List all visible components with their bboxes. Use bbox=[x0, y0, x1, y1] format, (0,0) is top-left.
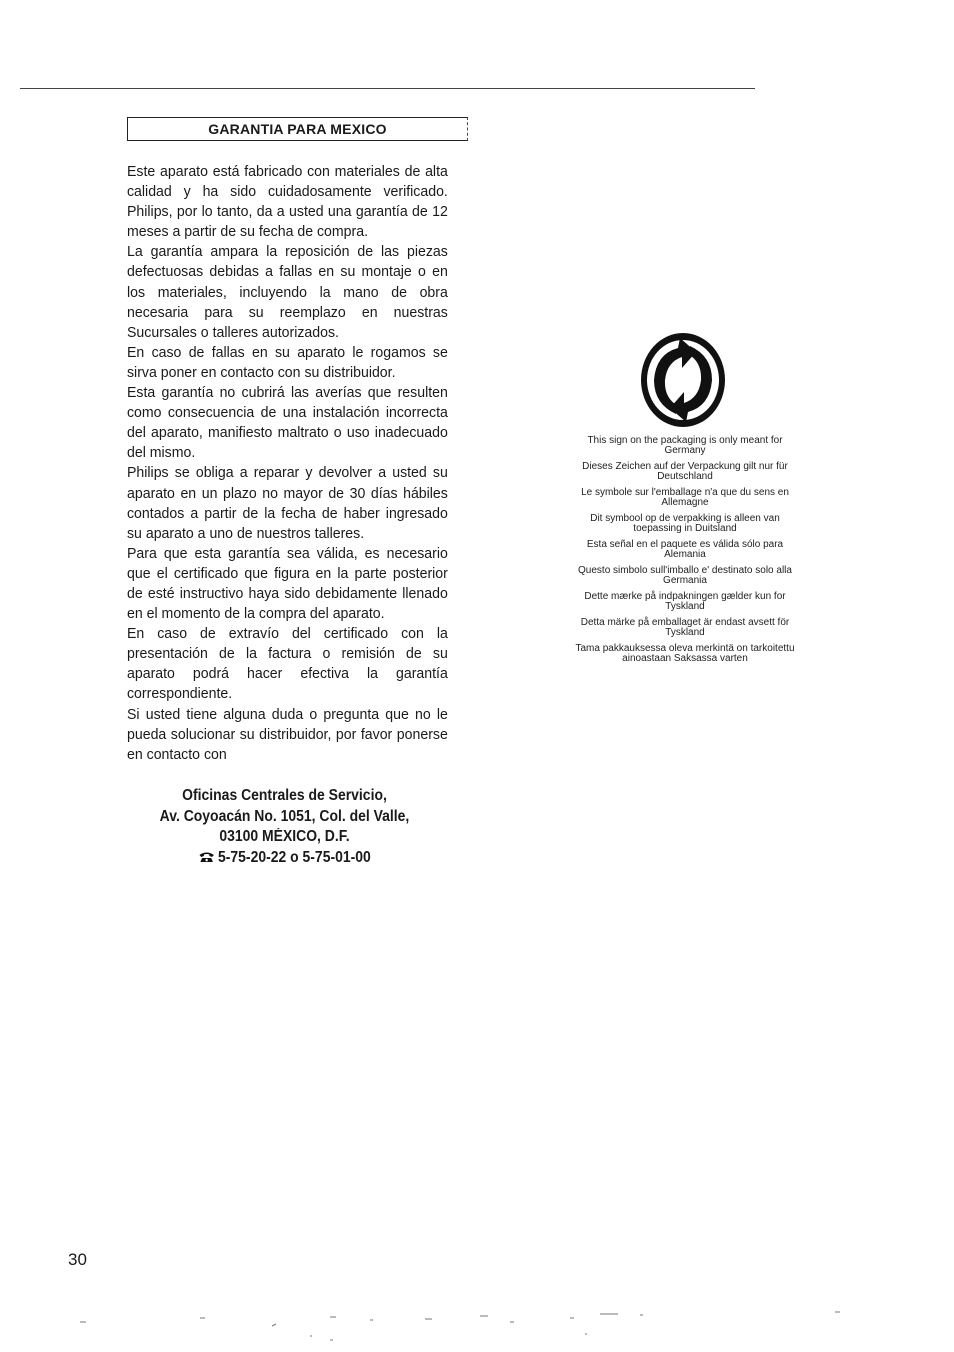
paragraph: Esta garantía no cubrirá las averías que resulten como consecuencia de una instalación incorrecta del aparato, manifiesto maltrato o uso inadecuado del mismo. bbox=[127, 384, 448, 462]
office-line: 03100 MÉXICO, D.F. bbox=[219, 828, 350, 845]
note-dutch: Dit symbool op de verpakking is alleen van toepassing in Duitsland bbox=[590, 513, 780, 534]
note-german: Dieses Zeichen auf der Verpackung gilt nur für Deutschland bbox=[582, 461, 788, 482]
paragraph: Para que esta garantía sea válida, es necesario que el certificado que figura en la parte posterior de esté instructivo haya sido debidamente llenado en el momento de la compra del aparato. bbox=[127, 544, 448, 623]
paragraph: La garantía ampara la reposición de las piezas defectuosas debidas a fallas en su montaje o en los materiales, incluyendo la mano de obra necesaria para su reemplazo en nuestras Sucursales o talleres autorizados. bbox=[127, 243, 448, 341]
service-office-address bbox=[127, 786, 442, 868]
note-swedish: Detta märke på emballaget är endast avsett för Tyskland bbox=[580, 617, 790, 638]
page-number: 30 bbox=[68, 1250, 87, 1269]
top-rule bbox=[20, 88, 755, 89]
green-dot-recycling-icon bbox=[638, 330, 728, 430]
note-spanish: Esta señal en el paquete es válida sólo para Alemania bbox=[586, 539, 784, 560]
paragraph: Este aparato está fabricado con materiales de alta calidad y ha sido cuidadosamente verificado. Philips, por lo tanto, da a usted una garantía de 12 meses a partir de su fecha de compra. bbox=[127, 163, 448, 241]
paragraph: Si usted tiene alguna duda o pregunta que no le pueda solucionar su distribuidor, por favor ponerse en contacto con bbox=[127, 705, 448, 763]
scan-noise bbox=[0, 1300, 954, 1352]
office-line: Av. Coyoacán No. 1051, Col. del Valle, bbox=[159, 807, 410, 825]
paragraph: En caso de fallas en su aparato le rogamos se sirva poner en contacto con su distribuidor. bbox=[127, 343, 448, 381]
note-danish: Dette mærke på indpakningen gælder kun for Tyskland bbox=[584, 591, 786, 612]
note-italian: Questo simbolo sull'imballo e' destinato solo alla Germania bbox=[578, 565, 792, 586]
office-line: Oficinas Centrales de Servicio, bbox=[182, 787, 387, 804]
title-box bbox=[127, 117, 468, 141]
warranty-text bbox=[127, 162, 448, 765]
telephone-icon bbox=[198, 851, 214, 863]
note-finnish: Tama pakkauksessa oleva merkintä on tarkoitettu ainoastaan Saksassa varten bbox=[575, 643, 795, 664]
page-title: GARANTIA PARA MEXICO bbox=[208, 121, 387, 137]
green-dot-notes bbox=[570, 436, 800, 670]
paragraph: Philips se obliga a reparar y devolver a usted su aparato en un plazo no mayor de 30 días hábiles contados a partir de la fecha de haber ingresado su aparato a uno de nuestros talleres. bbox=[127, 464, 448, 542]
office-phone bbox=[143, 848, 427, 869]
note-english: This sign on the packaging is only meant for Germany bbox=[587, 435, 783, 456]
note-french: Le symbole sur l'emballage n'a que du sens en Allemagne bbox=[581, 487, 789, 508]
phone-numbers: 5-75-20-22 o 5-75-01-00 bbox=[218, 848, 371, 866]
paragraph: En caso de extravío del certificado con la presentación de la factura o remisión de su aparato podrá hacer efectiva la garantía correspondiente. bbox=[127, 625, 448, 703]
